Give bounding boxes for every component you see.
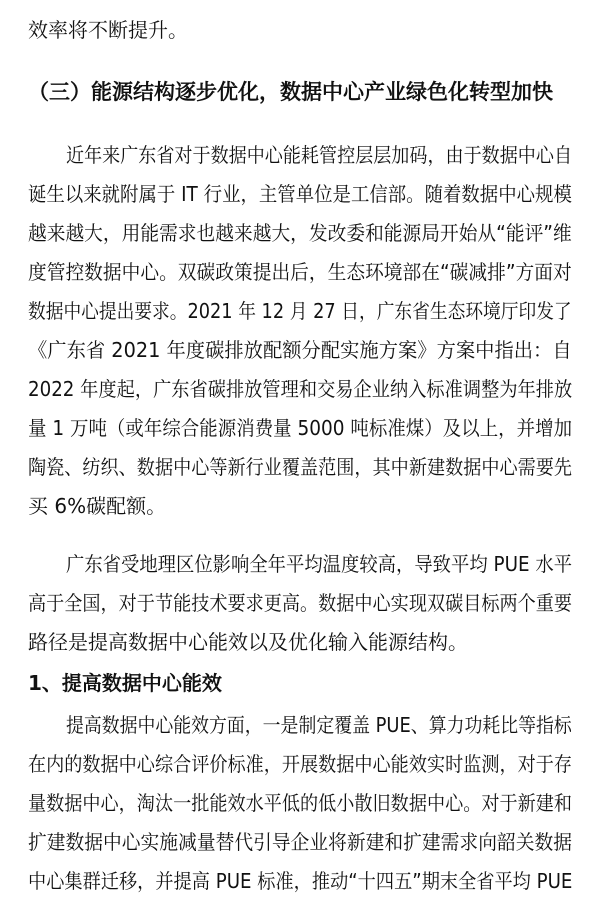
paragraph-line: 提高数据中心能效方面，一是制定覆盖 PUE、算力功耗比等指标 — [66, 713, 572, 737]
paragraph-line: 2022 年度起，广东省碳排放管理和交易企业纳入标准调整为年排放 — [28, 377, 573, 401]
paragraph-line: 量 1 万吨（或年综合能源消费量 5000 吨标准煤）及以上，并增加 — [28, 416, 573, 440]
paragraph-line: 数据中心提出要求。2021 年 12 月 27 日，广东省生态环境厅印发了 — [28, 299, 572, 323]
paragraph-line: 买 6%碳配额。 — [28, 494, 167, 518]
paragraph-line: 《广东省 2021 年度碳排放配额分配实施方案》方案中指出：自 — [28, 338, 572, 362]
lead-line: 效率将不断提升。 — [28, 18, 188, 42]
paragraph-line: 陶瓷、纺织、数据中心等新行业覆盖范围，其中新建数据中心需要先 — [28, 455, 573, 479]
subheading: 1、提高数据中心能效 — [28, 671, 222, 695]
paragraph-line: 量数据中心，淘汰一批能效水平低的低小散旧数据中心。对于新建和 — [28, 791, 573, 815]
paragraph-line: 在内的数据中心综合评价标准，开展数据中心能效实时监测，对于存 — [28, 752, 573, 776]
paragraph-line: 高于全国，对于节能技术要求更高。数据中心实现双碳目标两个重要 — [28, 591, 573, 615]
paragraph-line: 广东省受地理区位影响全年平均温度较高，导致平均 PUE 水平 — [66, 552, 573, 576]
paragraph-line: 诞生以来就附属于 IT 行业，主管单位是工信部。随着数据中心规模 — [28, 182, 572, 206]
section-heading: （三）能源结构逐步优化，数据中心产业绿色化转型加快 — [28, 80, 553, 104]
paragraph-line: 近年来广东省对于数据中心能耗管控层层加码，由于数据中心自 — [66, 143, 573, 167]
paragraph-line: 中心集群迁移，并提高 PUE 标准，推动“十四五”期末全省平均 PUE — [28, 869, 573, 893]
paragraph-line: 扩建数据中心实施减量替代引导企业将新建和扩建需求向韶关数据 — [28, 830, 572, 854]
paragraph-line: 路径是提高数据中心能效以及优化输入能源结构。 — [28, 630, 468, 654]
paragraph-line: 度管控数据中心。双碳政策提出后，生态环境部在“碳减排”方面对 — [28, 260, 572, 284]
paragraph-line: 越来越大，用能需求也越来越大，发改委和能源局开始从“能评”维 — [28, 221, 572, 245]
